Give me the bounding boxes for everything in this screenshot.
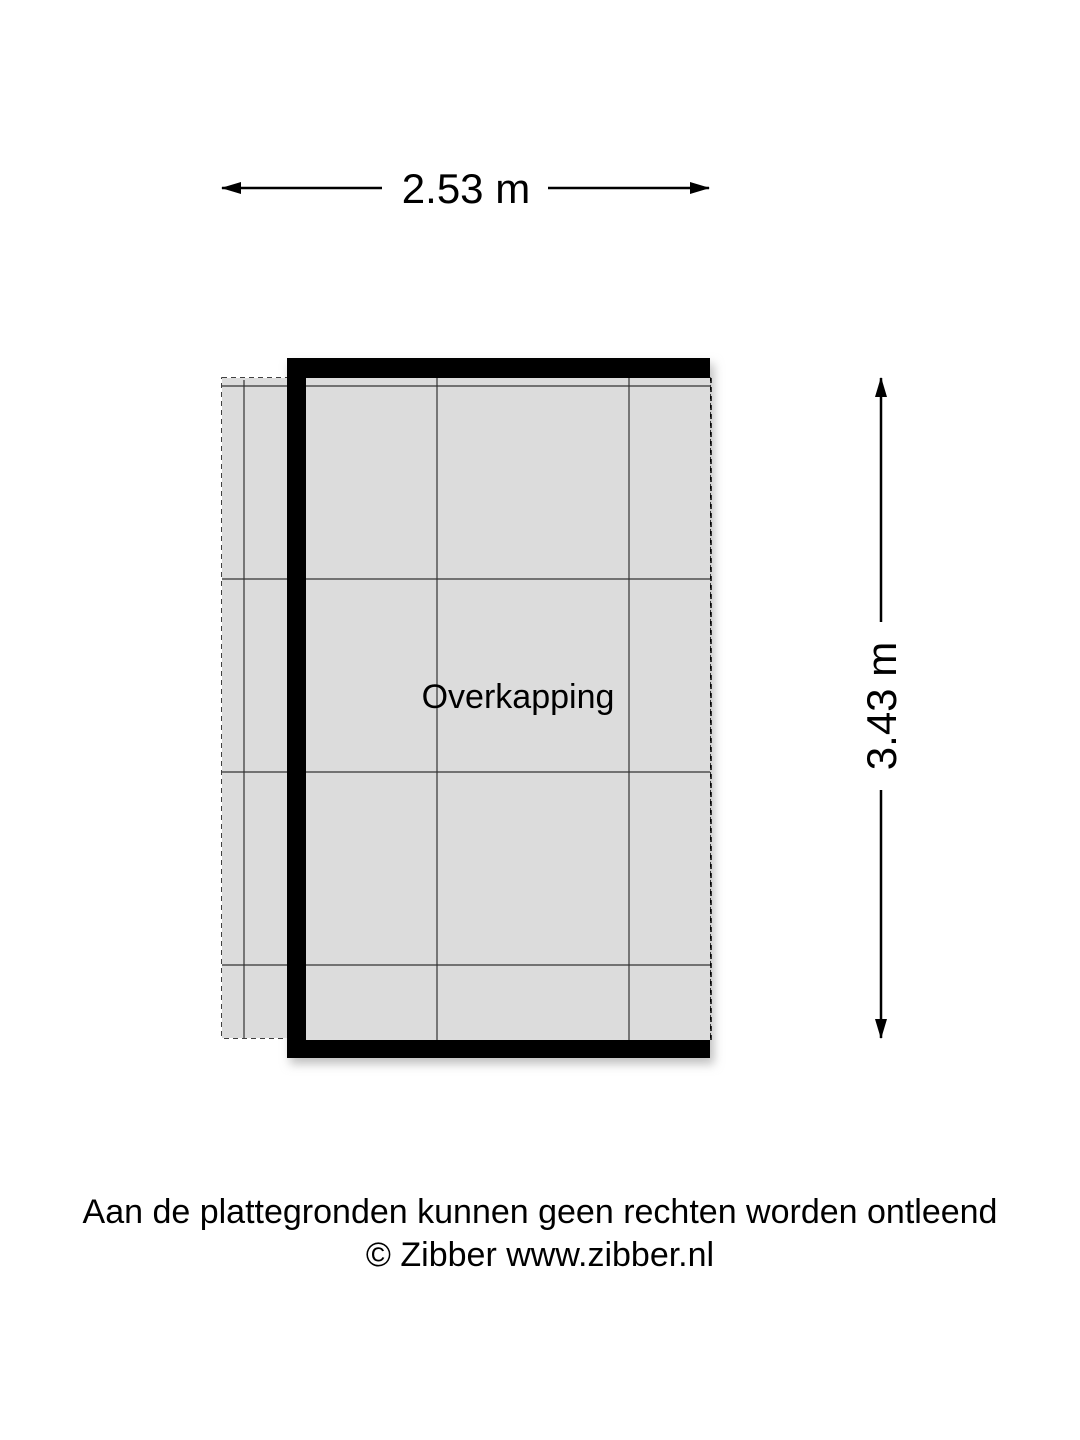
width-label: 2.53 m [401,165,531,212]
copyright-text: © Zibber www.zibber.nl [365,1236,715,1274]
overhang-floor [222,378,289,1038]
height-dimension [858,378,905,1038]
width-dimension [222,165,709,212]
wall-left [287,358,306,1058]
height-label: 3.43 m [858,641,905,771]
disclaimer-text: Aan de plattegronden kunnen geen rechten worden ontleend [82,1193,998,1231]
wall-top [287,358,710,378]
wall-bottom [287,1040,710,1058]
room-overkapping [222,358,714,1064]
room-label: Overkapping [421,678,615,716]
